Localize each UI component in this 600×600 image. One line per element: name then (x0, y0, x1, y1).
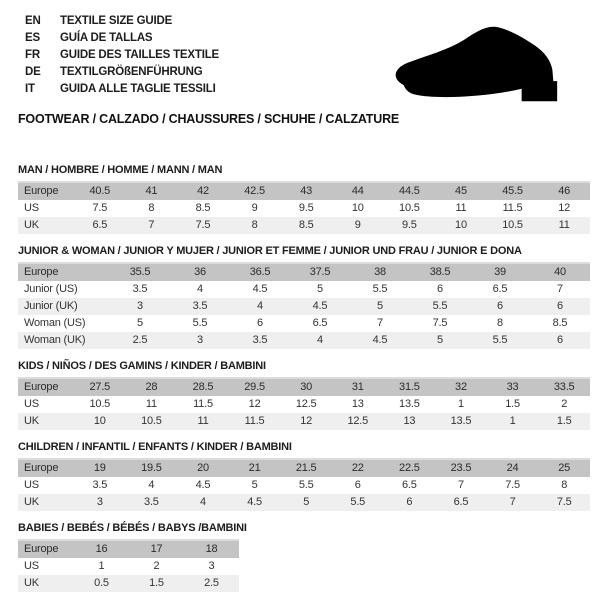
size-cell: 4.5 (252, 283, 268, 295)
size-cell: 33.5 (538, 378, 590, 396)
size-cell: 32 (435, 378, 487, 396)
table-row (18, 413, 590, 430)
size-cell: 5 (251, 479, 258, 491)
row-label: US (24, 560, 39, 572)
size-cell: 4.5 (350, 332, 410, 349)
language-code: IT (25, 83, 35, 95)
size-cell: 1 (98, 560, 105, 572)
size-cell: 4 (230, 298, 290, 315)
size-cell: 8 (148, 202, 155, 214)
size-cell: 10.5 (126, 413, 178, 430)
size-cell: 1.5 (129, 575, 184, 592)
size-section (18, 164, 590, 234)
size-cell: 1.5 (538, 413, 590, 430)
language-legend (25, 13, 219, 98)
language-title: GUIDA ALLE TAGLIE TESSILI (60, 83, 216, 95)
size-cell: 2.5 (110, 332, 170, 349)
row-label: Woman (US) (24, 317, 86, 329)
table-row (18, 298, 590, 315)
size-cell: 45.5 (487, 182, 539, 200)
table-row (18, 378, 590, 396)
size-cell: 4 (148, 479, 155, 491)
size-cell: 5.5 (192, 317, 208, 329)
size-cell: 27.5 (74, 378, 126, 396)
size-cell: 6 (354, 479, 361, 491)
size-cell: 7.5 (538, 494, 590, 511)
size-cell: 20 (177, 459, 229, 477)
size-cell: 40 (530, 263, 590, 281)
size-cell: 1 (487, 413, 539, 430)
size-cell: 3.5 (132, 283, 148, 295)
size-cell: 9 (332, 217, 384, 234)
size-cell: 10.5 (89, 398, 111, 410)
size-cell: 2 (561, 398, 568, 410)
section-title: CHILDREN / INFANTIL / ENFANTS / KINDER / BAMBINI (18, 441, 292, 453)
size-cell: 11.5 (229, 413, 281, 430)
size-cell: 6.5 (74, 217, 126, 234)
size-cell: 7 (377, 317, 383, 329)
size-cell: 12 (248, 398, 261, 410)
size-cell: 2 (153, 560, 160, 572)
size-cell: 13.5 (435, 413, 487, 430)
size-cell: 7.5 (92, 202, 108, 214)
size-table (18, 262, 590, 349)
size-cell: 8 (497, 317, 503, 329)
size-section (18, 360, 590, 430)
size-cell: 5 (410, 332, 470, 349)
size-cell: 4.5 (290, 298, 350, 315)
size-cell: 35.5 (110, 263, 170, 281)
row-label: US (24, 202, 39, 214)
row-label: UK (18, 413, 74, 430)
size-cell: 8.5 (280, 217, 332, 234)
size-cell: 13 (351, 398, 364, 410)
size-cell: 7 (457, 479, 464, 491)
size-cell: 22 (332, 459, 384, 477)
size-cell: 19.5 (126, 459, 178, 477)
size-cell: 44.5 (384, 182, 436, 200)
size-cell: 19 (74, 459, 126, 477)
size-cell: 5 (317, 283, 323, 295)
table-row (18, 396, 590, 413)
row-label: UK (18, 494, 74, 511)
language-code: FR (25, 49, 40, 61)
size-cell: 11 (177, 413, 229, 430)
size-cell: 5.5 (298, 479, 314, 491)
size-cell: 8 (561, 479, 568, 491)
size-cell: 3.5 (126, 494, 178, 511)
size-cell: 40.5 (74, 182, 126, 200)
table-row (18, 540, 239, 558)
size-cell: 10 (435, 217, 487, 234)
table-row (18, 575, 239, 592)
size-cell: 11.5 (193, 398, 213, 410)
size-cell: 6.5 (312, 317, 328, 329)
language-row (25, 81, 219, 98)
size-tables (18, 164, 590, 600)
size-cell: 5.5 (470, 332, 530, 349)
size-table (18, 377, 590, 430)
size-cell: 6 (384, 494, 436, 511)
size-cell: 3.5 (92, 479, 108, 491)
size-cell: 41 (126, 182, 178, 200)
table-row (18, 200, 590, 217)
dress-shoe-icon (388, 12, 590, 108)
size-cell: 11.5 (502, 202, 523, 214)
size-cell: 12 (280, 413, 332, 430)
category-title: FOOTWEAR / CALZADO / CHAUSSURES / SCHUHE / CALZATURE (18, 112, 400, 126)
row-label: UK (18, 575, 74, 592)
language-title: TEXTILGRÖßENFÜHRUNG (60, 66, 203, 78)
size-cell: 45 (435, 182, 487, 200)
size-cell: 5.5 (410, 298, 470, 315)
size-cell: 6.5 (492, 283, 508, 295)
size-cell: 46 (538, 182, 590, 200)
size-cell: 6 (470, 298, 530, 315)
section-title: MAN / HOMBRE / HOMME / MANN / MAN (18, 164, 223, 176)
size-cell: 44 (332, 182, 384, 200)
size-cell: 42.5 (229, 182, 281, 200)
size-table (18, 181, 590, 234)
row-label: US (24, 398, 39, 410)
size-cell: 3.5 (230, 332, 290, 349)
size-cell: 17 (129, 540, 184, 558)
section-title: KIDS / NIÑOS / DES GAMINS / KINDER / BAMBINI (18, 360, 266, 372)
size-cell: 10 (74, 413, 126, 430)
size-cell: 11 (145, 398, 157, 410)
size-cell: 36 (170, 263, 230, 281)
size-cell: 10.5 (487, 217, 539, 234)
row-label: Europe (18, 459, 74, 477)
row-label: Junior (UK) (18, 298, 110, 315)
size-cell: 4.5 (229, 494, 281, 511)
size-cell: 21.5 (280, 459, 332, 477)
size-cell: 13.5 (399, 398, 420, 410)
size-cell: 8 (229, 217, 281, 234)
language-row (25, 30, 219, 47)
table-row (18, 459, 590, 477)
size-cell: 22.5 (384, 459, 436, 477)
language-row (25, 13, 219, 30)
language-code: ES (25, 32, 40, 44)
size-cell: 39 (470, 263, 530, 281)
size-section (18, 522, 590, 592)
language-title: GUÍA DE TALLAS (60, 32, 153, 44)
size-table (18, 458, 590, 511)
size-cell: 0.5 (74, 575, 129, 592)
table-row (18, 263, 590, 281)
size-cell: 9.5 (384, 217, 436, 234)
language-title: TEXTILE SIZE GUIDE (60, 15, 173, 27)
size-cell: 3.5 (170, 298, 230, 315)
size-cell: 6 (257, 317, 263, 329)
size-cell: 12 (558, 202, 571, 214)
size-cell: 3 (170, 332, 230, 349)
size-cell: 4 (290, 332, 350, 349)
table-row (18, 182, 590, 200)
row-label: Europe (18, 182, 74, 200)
size-cell: 43 (280, 182, 332, 200)
size-cell: 31 (332, 378, 384, 396)
size-table (18, 539, 239, 592)
language-title: GUIDE DES TAILLES TEXTILE (60, 49, 219, 61)
size-cell: 9 (251, 202, 258, 214)
size-cell: 28 (126, 378, 178, 396)
size-cell: 5.5 (372, 283, 388, 295)
size-cell: 8.5 (195, 202, 211, 214)
size-cell: 11 (455, 202, 467, 214)
size-cell: 12.5 (332, 413, 384, 430)
size-cell: 7.5 (177, 217, 229, 234)
size-cell: 7 (487, 494, 539, 511)
size-cell: 10.5 (399, 202, 420, 214)
size-cell: 23.5 (435, 459, 487, 477)
size-cell: 37.5 (290, 263, 350, 281)
shoe-silhouette-path (396, 27, 557, 102)
size-cell: 9.5 (298, 202, 314, 214)
size-cell: 6 (530, 298, 590, 315)
size-cell: 6.5 (402, 479, 417, 491)
size-cell: 29.5 (229, 378, 281, 396)
language-code: DE (25, 66, 41, 78)
section-title: JUNIOR & WOMAN / JUNIOR Y MUJER / JUNIOR ET FEMME / JUNIOR UND FRAU / JUNIOR E DONA (18, 245, 522, 257)
size-section (18, 441, 590, 511)
size-cell: 7.5 (505, 479, 520, 491)
size-cell: 38 (350, 263, 410, 281)
size-cell: 18 (184, 540, 239, 558)
table-row (18, 315, 590, 332)
size-cell: 38.5 (410, 263, 470, 281)
size-cell: 5 (350, 298, 410, 315)
size-cell: 24 (487, 459, 539, 477)
language-row (25, 64, 219, 81)
size-cell: 5 (137, 317, 143, 329)
size-cell: 6 (530, 332, 590, 349)
size-cell: 7.5 (432, 317, 448, 329)
size-cell: 33 (487, 378, 539, 396)
row-label: UK (18, 217, 74, 234)
size-cell: 31.5 (384, 378, 436, 396)
table-row (18, 494, 590, 511)
size-cell: 6.5 (435, 494, 487, 511)
size-cell: 1.5 (505, 398, 520, 410)
size-cell: 3 (74, 494, 126, 511)
row-label: Junior (US) (24, 283, 78, 295)
size-cell: 16 (74, 540, 129, 558)
table-row (18, 217, 590, 234)
size-cell: 36.5 (230, 263, 290, 281)
size-cell: 4 (177, 494, 229, 511)
row-label: Europe (18, 540, 74, 558)
size-cell: 1 (457, 398, 464, 410)
size-cell: 42 (177, 182, 229, 200)
size-cell: 4 (197, 283, 203, 295)
size-cell: 4.5 (195, 479, 211, 491)
row-label: Europe (18, 263, 110, 281)
table-row (18, 281, 590, 298)
table-row (18, 332, 590, 349)
size-section (18, 245, 590, 349)
size-cell: 7 (126, 217, 178, 234)
row-label: US (24, 479, 39, 491)
row-label: Europe (18, 378, 74, 396)
size-cell: 3 (110, 298, 170, 315)
size-cell: 7 (557, 283, 563, 295)
language-row (25, 47, 219, 64)
section-title: BABIES / BEBÉS / BÉBÉS / BABYS /BAMBINI (18, 522, 247, 534)
size-cell: 28.5 (177, 378, 229, 396)
table-row (18, 477, 590, 494)
size-cell: 10 (351, 202, 364, 214)
size-cell: 25 (538, 459, 590, 477)
size-cell: 21 (229, 459, 281, 477)
size-cell: 3 (208, 560, 215, 572)
size-cell: 5.5 (332, 494, 384, 511)
size-cell: 6 (437, 283, 443, 295)
size-cell: 30 (280, 378, 332, 396)
size-cell: 12.5 (295, 398, 317, 410)
size-cell: 11 (538, 217, 590, 234)
size-cell: 13 (384, 413, 436, 430)
table-row (18, 558, 239, 575)
language-code: EN (25, 15, 41, 27)
size-cell: 2.5 (184, 575, 239, 592)
size-cell: 5 (280, 494, 332, 511)
row-label: Woman (UK) (18, 332, 110, 349)
size-cell: 8.5 (552, 317, 568, 329)
